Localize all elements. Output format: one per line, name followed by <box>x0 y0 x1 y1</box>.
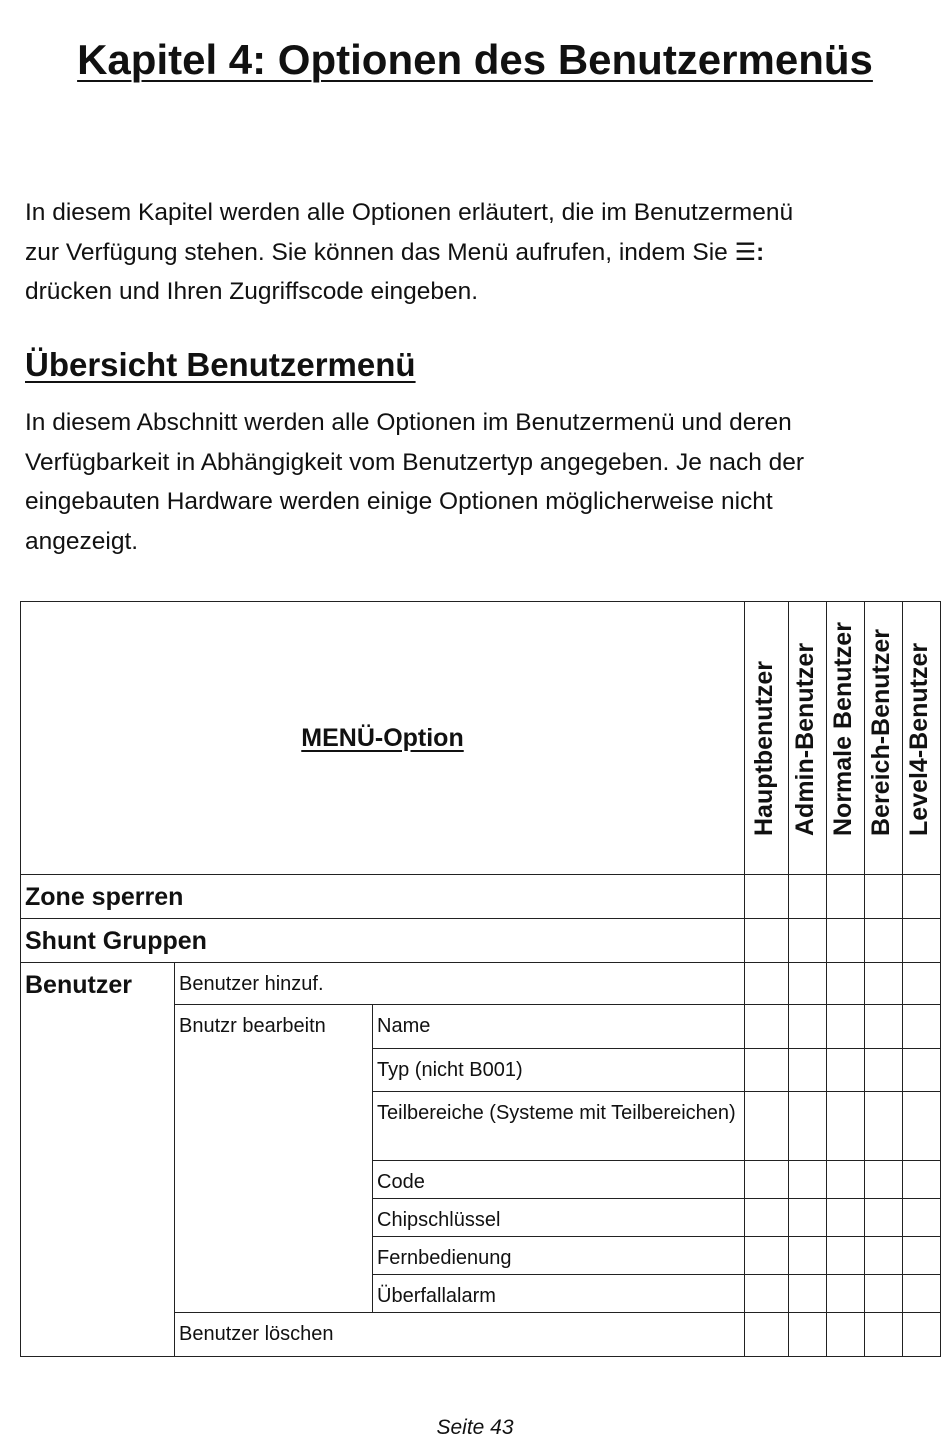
column-header-normale-benutzer: Normale Benutzer <box>827 602 865 875</box>
table-row <box>21 919 941 963</box>
row-edit-name: Name <box>373 1005 745 1049</box>
intro-line-3: drücken und Ihren Zugriffscode eingeben. <box>25 278 479 305</box>
column-header-bereich-benutzer: Bereich-Benutzer <box>865 602 903 875</box>
row-edit-code: Code <box>373 1161 745 1199</box>
row-zone-sperren: Zone sperren <box>21 875 745 919</box>
row-benutzer: Benutzer <box>21 963 175 1357</box>
row-edit-fernbedienung: Fernbedienung <box>373 1237 745 1275</box>
intro-paragraph <box>25 193 925 312</box>
row-edit-chipschluessel: Chipschlüssel <box>373 1199 745 1237</box>
intro-line-1: In diesem Kapitel werden alle Optionen erläutert, die im Benutzermenü <box>25 199 794 226</box>
row-shunt-gruppen: Shunt Gruppen <box>21 919 745 963</box>
row-edit-typ: Typ (nicht B001) <box>373 1049 745 1092</box>
menu-option-header: MENÜ-Option <box>21 602 745 875</box>
table-row <box>21 963 941 1005</box>
row-benutzer-hinzuf: Benutzer hinzuf. <box>175 963 745 1005</box>
column-header-admin-benutzer: Admin-Benutzer <box>789 602 827 875</box>
row-edit-ueberfallalarm: Überfallalarm <box>373 1275 745 1313</box>
row-benutzer-loeschen: Benutzer löschen <box>175 1313 745 1357</box>
intro-line-2: zur Verfügung stehen. Sie können das Menü aufrufen, indem Sie <box>25 238 735 266</box>
menu-key-icon: ☰: <box>734 238 765 266</box>
section-line-2: Verfügbarkeit in Abhängigkeit vom Benutzertyp angegeben. Je nach der <box>25 448 805 476</box>
column-header-hauptbenutzer: Hauptbenutzer <box>745 602 789 875</box>
row-bnutzr-bearbeitn: Bnutzr bearbeitn <box>175 1005 373 1313</box>
section-title: Übersicht Benutzermenü <box>25 346 416 383</box>
section-line-3: eingebauten Hardware werden einige Optionen möglicherweise nicht <box>25 488 773 515</box>
chapter-title: Kapitel 4: Optionen des Benutzermenüs <box>77 36 873 83</box>
menu-options-table <box>20 601 941 1357</box>
page-number: Seite 43 <box>436 1416 514 1439</box>
section-line-4: angezeigt. <box>25 527 139 555</box>
column-header-level4-benutzer: Level4-Benutzer <box>903 602 941 875</box>
section-paragraph <box>25 403 925 561</box>
table-row <box>21 875 941 919</box>
section-line-1: In diesem Abschnitt werden alle Optionen im Benutzermenü und deren <box>25 409 792 436</box>
row-edit-teilbereiche: Teilbereiche (Systeme mit Teilbereichen) <box>373 1092 745 1161</box>
